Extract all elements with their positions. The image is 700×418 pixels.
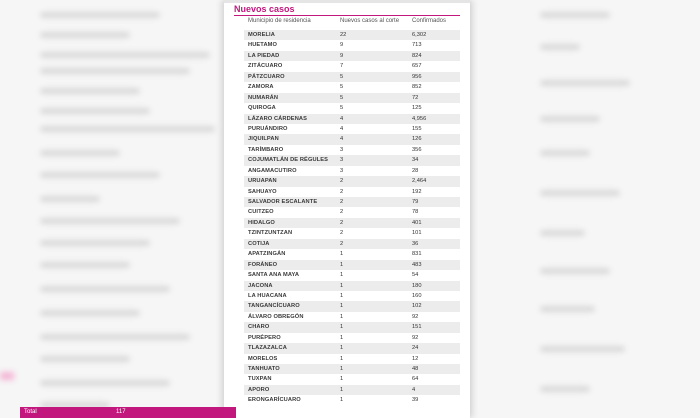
total-value: 117 xyxy=(116,409,126,415)
table-row xyxy=(244,270,460,280)
header-confirmados: Confirmados xyxy=(412,18,447,24)
table-row xyxy=(244,176,460,186)
cell-confirmados: 2,464 xyxy=(412,178,427,185)
cell-municipio: ZAMORA xyxy=(248,84,274,91)
panel-top-bar xyxy=(224,0,470,3)
blurred-text-line xyxy=(40,172,160,178)
cell-confirmados: 72 xyxy=(412,94,419,101)
table-row xyxy=(244,114,460,124)
cell-confirmados: 24 xyxy=(412,345,419,352)
cell-nuevos-casos: 1 xyxy=(340,345,344,352)
cell-nuevos-casos: 3 xyxy=(340,167,344,174)
cell-nuevos-casos: 1 xyxy=(340,292,344,299)
header-nuevos-casos: Nuevos casos al corte xyxy=(340,18,400,24)
table-row xyxy=(244,218,460,228)
cell-confirmados: 483 xyxy=(412,261,422,268)
cell-municipio: SALVADOR ESCALANTE xyxy=(248,199,318,205)
cell-nuevos-casos: 1 xyxy=(340,261,344,268)
blurred-text-line xyxy=(40,240,150,246)
cell-municipio: PÁTZCUARO xyxy=(248,73,285,80)
title-divider xyxy=(234,15,460,16)
cell-municipio: TUXPAN xyxy=(248,376,272,383)
blurred-text-line xyxy=(40,310,140,316)
table-row xyxy=(244,333,460,343)
blurred-text-line xyxy=(40,150,120,156)
cell-municipio: ANGAMACUTIRO xyxy=(248,167,297,174)
table-row xyxy=(244,40,460,50)
blurred-text-line xyxy=(40,126,215,132)
cell-municipio: COJUMATLÁN DE RÉGULES xyxy=(248,157,329,164)
cell-confirmados: 6,302 xyxy=(412,32,427,38)
blurred-background-left xyxy=(0,0,224,418)
cell-nuevos-casos: 2 xyxy=(340,199,344,205)
cell-nuevos-casos: 9 xyxy=(340,42,344,49)
cell-nuevos-casos: 1 xyxy=(340,272,344,279)
table-row xyxy=(244,103,460,113)
cell-municipio: APATZINGÁN xyxy=(248,251,286,258)
table-row xyxy=(244,239,460,249)
cell-nuevos-casos: 2 xyxy=(340,209,344,216)
table-row xyxy=(244,343,460,353)
table-row xyxy=(244,30,460,40)
cell-municipio: COTIJA xyxy=(248,240,270,247)
cell-nuevos-casos: 5 xyxy=(340,94,344,101)
cell-confirmados: 64 xyxy=(412,376,419,383)
cell-confirmados: 713 xyxy=(412,42,422,49)
cell-municipio: SANTA ANA MAYA xyxy=(248,272,300,279)
cell-confirmados: 101 xyxy=(412,230,422,237)
cell-confirmados: 401 xyxy=(412,219,422,226)
cell-nuevos-casos: 4 xyxy=(340,125,344,132)
blurred-text-line xyxy=(540,44,580,50)
blurred-text-line xyxy=(40,262,130,268)
cell-nuevos-casos: 1 xyxy=(340,324,344,331)
table-row xyxy=(244,228,460,238)
cell-nuevos-casos: 3 xyxy=(340,146,344,153)
table-row xyxy=(244,72,460,82)
blurred-text-line xyxy=(540,306,595,312)
table-row xyxy=(244,207,460,217)
table-row xyxy=(244,364,460,374)
cell-confirmados: 36 xyxy=(412,240,419,247)
blurred-text-line xyxy=(40,218,180,224)
cell-municipio: NUMARÁN xyxy=(248,94,279,101)
cell-nuevos-casos: 1 xyxy=(340,282,344,289)
cell-confirmados: 92 xyxy=(412,313,419,320)
table-row xyxy=(244,260,460,270)
table-row xyxy=(244,51,460,61)
cell-municipio: HUETAMO xyxy=(248,42,278,49)
blurred-text-line xyxy=(40,108,150,114)
cell-nuevos-casos: 2 xyxy=(340,219,344,226)
cell-nuevos-casos: 4 xyxy=(340,136,344,143)
table-row xyxy=(244,322,460,332)
cell-municipio: TLAZAZALCA xyxy=(248,345,287,352)
total-row xyxy=(20,407,236,418)
cell-confirmados: 4,956 xyxy=(412,115,427,122)
cell-municipio: ERONGARÍCUARO xyxy=(248,397,301,404)
cell-nuevos-casos: 1 xyxy=(340,366,344,372)
table-header xyxy=(244,18,460,30)
cell-nuevos-casos: 1 xyxy=(340,355,344,362)
cell-municipio: PURUÁNDIRO xyxy=(248,125,288,132)
blurred-text-line xyxy=(540,386,590,392)
blurred-text-line xyxy=(40,52,210,58)
cell-confirmados: 92 xyxy=(412,334,419,341)
cell-municipio: JIQUILPAN xyxy=(248,136,279,143)
table-row xyxy=(244,395,460,405)
cell-confirmados: 155 xyxy=(412,125,422,132)
cell-confirmados: 12 xyxy=(412,355,419,362)
cell-nuevos-casos: 5 xyxy=(340,84,344,91)
blurred-text-line xyxy=(40,68,190,74)
cell-confirmados: 79 xyxy=(412,199,419,205)
cell-nuevos-casos: 1 xyxy=(340,334,344,341)
cell-confirmados: 28 xyxy=(412,167,419,174)
cell-confirmados: 852 xyxy=(412,84,422,91)
cell-nuevos-casos: 9 xyxy=(340,52,344,59)
cell-confirmados: 657 xyxy=(412,63,422,70)
total-label: Total xyxy=(24,409,37,415)
cell-nuevos-casos: 1 xyxy=(340,376,344,383)
cell-municipio: MORELOS xyxy=(248,355,278,362)
cell-confirmados: 956 xyxy=(412,73,422,80)
blurred-text-line xyxy=(540,150,590,156)
cell-nuevos-casos: 5 xyxy=(340,73,344,80)
cell-municipio: ÁLVARO OBREGÓN xyxy=(248,313,304,320)
cell-confirmados: 831 xyxy=(412,251,422,258)
cell-municipio: PURÉPERO xyxy=(248,334,281,341)
cell-confirmados: 4 xyxy=(412,386,416,393)
table-row xyxy=(244,187,460,197)
table-row xyxy=(244,385,460,395)
cell-municipio: SAHUAYO xyxy=(248,188,277,195)
blurred-background-right xyxy=(470,0,700,418)
cell-nuevos-casos: 2 xyxy=(340,188,344,195)
table-row xyxy=(244,61,460,71)
table-row xyxy=(244,197,460,207)
cell-nuevos-casos: 2 xyxy=(340,230,344,237)
blurred-text-line xyxy=(540,346,625,352)
table-row xyxy=(244,374,460,384)
blurred-text-line xyxy=(540,80,630,86)
table-body xyxy=(244,30,460,406)
table-row xyxy=(244,354,460,364)
cell-municipio: HIDALGO xyxy=(248,219,275,226)
cell-municipio: MORELIA xyxy=(248,32,275,38)
table-row xyxy=(244,124,460,134)
cell-nuevos-casos: 22 xyxy=(340,32,347,38)
blurred-text-line xyxy=(40,12,160,18)
cell-nuevos-casos: 1 xyxy=(340,313,344,320)
blurred-text-line xyxy=(40,334,190,340)
cell-municipio: URUAPAN xyxy=(248,178,277,185)
cell-municipio: ZITÁCUARO xyxy=(248,63,283,70)
cell-municipio: JACONA xyxy=(248,282,273,289)
table-row xyxy=(244,301,460,311)
blurred-text-line xyxy=(540,116,600,122)
blurred-text-line xyxy=(40,356,130,362)
blurred-text-line xyxy=(540,230,585,236)
cell-nuevos-casos: 5 xyxy=(340,105,344,112)
table-row xyxy=(244,134,460,144)
table-row xyxy=(244,93,460,103)
table-row xyxy=(244,249,460,259)
cell-confirmados: 54 xyxy=(412,272,419,279)
cell-confirmados: 192 xyxy=(412,188,422,195)
cell-confirmados: 824 xyxy=(412,52,422,59)
cell-confirmados: 39 xyxy=(412,397,419,404)
cell-nuevos-casos: 4 xyxy=(340,115,344,122)
cell-confirmados: 125 xyxy=(412,105,422,112)
cell-confirmados: 356 xyxy=(412,146,422,153)
table-row xyxy=(244,291,460,301)
header-municipio: Municipio de residencia xyxy=(248,18,311,24)
cases-table-panel xyxy=(224,0,470,418)
cell-municipio: TANHUATO xyxy=(248,366,280,372)
cell-municipio: CUITZEO xyxy=(248,209,274,216)
cell-municipio: LA PIEDAD xyxy=(248,52,280,59)
cell-nuevos-casos: 3 xyxy=(340,157,344,164)
table-title: Nuevos casos xyxy=(234,4,295,14)
cell-confirmados: 126 xyxy=(412,136,422,143)
cell-nuevos-casos: 2 xyxy=(340,178,344,185)
cell-nuevos-casos: 1 xyxy=(340,251,344,258)
table-row xyxy=(244,82,460,92)
cell-confirmados: 34 xyxy=(412,157,419,164)
cell-nuevos-casos: 7 xyxy=(340,63,344,70)
table-row xyxy=(244,312,460,322)
cell-municipio: TANGANCÍCUARO xyxy=(248,303,300,310)
cell-municipio: APORO xyxy=(248,386,270,393)
table-row xyxy=(244,166,460,176)
cell-confirmados: 48 xyxy=(412,366,419,372)
table-row xyxy=(244,155,460,165)
table-row xyxy=(244,145,460,155)
cell-nuevos-casos: 2 xyxy=(340,240,344,247)
blurred-text-line xyxy=(40,380,170,386)
cell-municipio: QUIROGA xyxy=(248,105,276,112)
cell-nuevos-casos: 1 xyxy=(340,386,344,393)
cell-nuevos-casos: 1 xyxy=(340,397,344,404)
cell-municipio: LÁZARO CÁRDENAS xyxy=(248,115,308,122)
cell-municipio: TZINTZUNTZAN xyxy=(248,230,293,237)
blurred-text-line xyxy=(540,190,620,196)
cell-municipio: CHARO xyxy=(248,324,270,331)
cell-confirmados: 78 xyxy=(412,209,419,216)
blurred-text-line xyxy=(40,88,140,94)
cell-confirmados: 160 xyxy=(412,292,422,299)
cell-municipio: LA HUACANA xyxy=(248,292,287,299)
blurred-text-line xyxy=(40,286,170,292)
cell-municipio: FORÁNEO xyxy=(248,261,278,268)
cell-nuevos-casos: 1 xyxy=(340,303,344,310)
blurred-accent-mark xyxy=(0,372,14,380)
cell-confirmados: 102 xyxy=(412,303,422,310)
cell-municipio: TARÍMBARO xyxy=(248,146,284,153)
table-row xyxy=(244,281,460,291)
blurred-text-line xyxy=(540,268,610,274)
blurred-text-line xyxy=(540,12,610,18)
cell-confirmados: 180 xyxy=(412,282,422,289)
cell-confirmados: 151 xyxy=(412,324,422,331)
blurred-text-line xyxy=(40,32,130,38)
blurred-text-line xyxy=(40,196,100,202)
